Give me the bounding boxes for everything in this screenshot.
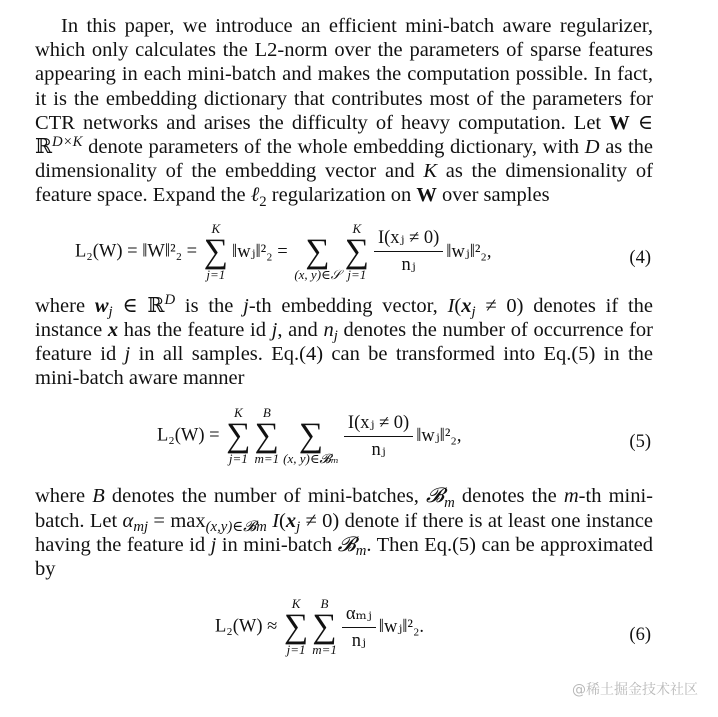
- eq5-tail: ‖wⱼ‖²₂,: [416, 426, 462, 447]
- paragraph-2: [35, 294, 653, 391]
- eq4-frac-den: nⱼ: [401, 255, 416, 276]
- sym-m: m: [563, 485, 579, 508]
- p2-text-h: in all samples. Eq.(4) can be transformed into Eq.(5) in the mini-batch aware manner: [35, 343, 654, 390]
- sym-in-R: ∈ ℝ: [35, 111, 654, 159]
- eq4-sum3-top: K: [352, 220, 362, 236]
- p2-text-a: where: [35, 294, 95, 317]
- p2-text-c: -th embedding vector,: [248, 294, 448, 317]
- sym-mj: mj: [133, 519, 149, 536]
- eq5-sum1-top: K: [234, 405, 243, 421]
- p3-text-g: . Then Eq.(5) can be approximated by: [35, 533, 653, 581]
- eq5-frac-num: I(xⱼ ≠ 0): [344, 412, 413, 437]
- paragraph-3: [35, 484, 653, 581]
- eq6-lhs: L₂(W) ≈: [215, 616, 282, 637]
- p3-text-c: denotes the: [454, 485, 564, 508]
- sym-j: j: [243, 294, 249, 317]
- eq4-sum1-bottom: j=1: [206, 266, 226, 282]
- p1-text-e: regularization on: [266, 184, 417, 207]
- equation-6: [35, 581, 653, 671]
- sym-open-2: (: [279, 509, 286, 532]
- eq5-sigma-1: ∑: [226, 417, 251, 455]
- sym-D-sup: D: [164, 292, 176, 309]
- eq5-sum1-bottom: j=1: [228, 451, 248, 467]
- p2-text-e: has the feature id: [118, 318, 272, 341]
- p2-text-g: denotes the number of occurrence for feature id: [35, 318, 654, 366]
- sym-D: D: [584, 136, 600, 159]
- eq4-sum2-bottom: (x, y)∈𝒮: [294, 266, 341, 282]
- p1-text-d: as the dimensionality of feature space. Expand the: [35, 160, 653, 207]
- sym-open: (: [454, 294, 462, 317]
- eq4-term1: ‖wⱼ‖²₂ =: [232, 241, 293, 262]
- sym-maxsub: (x,y)∈𝓑m: [205, 519, 267, 536]
- eq6-frac-num: αₘⱼ: [342, 603, 376, 628]
- sym-x: x: [461, 294, 472, 317]
- sym-DxK: D×K: [52, 133, 83, 150]
- eq6-sigma-1: ∑: [283, 608, 309, 646]
- eq4-number: (4): [629, 247, 651, 268]
- p1-text-f: over samples: [436, 184, 550, 207]
- eq5-sum2-bottom: m=1: [254, 451, 280, 467]
- sym-j-2: j: [271, 318, 278, 341]
- sym-j-sub: j: [108, 304, 113, 321]
- eq6-sum2-bottom: m=1: [312, 642, 337, 658]
- equation-4: [35, 208, 653, 294]
- sym-x-2: x: [107, 318, 119, 341]
- eq4-tail: ‖wⱼ‖²₂,: [446, 241, 492, 262]
- sym-ell: ℓ: [250, 184, 260, 207]
- eq5-sum3-bottom: (x, y)∈𝓑ₘ: [283, 451, 339, 467]
- sym-neq0-2: ≠ 0): [300, 509, 340, 532]
- eq5-sigma-3: ∑: [298, 417, 324, 455]
- eq4-sum3-bottom: j=1: [347, 266, 367, 282]
- eq6-tail: ‖wⱼ‖²₂.: [378, 617, 425, 638]
- eq5-number: (5): [629, 432, 651, 453]
- p3-text-e: denote if there is at least one instance having the feature id: [35, 509, 654, 556]
- sym-Bcal: 𝓑: [426, 485, 445, 508]
- p3-text-f: in mini-batch: [216, 533, 338, 556]
- eq4-sigma-1: ∑: [203, 232, 228, 270]
- eq4-sum1-top: K: [211, 220, 221, 236]
- sym-alpha: α: [122, 509, 134, 532]
- sym-j-3: j: [124, 343, 131, 366]
- sym-j-sub-4: j: [296, 519, 301, 536]
- eq6-frac-den: nⱼ: [351, 630, 366, 651]
- sym-m-sub-2: m: [355, 543, 367, 560]
- eq6-sum2-top: B: [320, 596, 329, 612]
- eq5-sum2-top: B: [262, 405, 271, 421]
- eq5-frac-den: nⱼ: [371, 439, 386, 460]
- sym-j-sub-2: j: [471, 304, 476, 321]
- sym-neq0: ≠ 0): [475, 294, 524, 317]
- p2-text-d: denotes if the instance: [35, 294, 654, 341]
- sym-j-sub-3: j: [333, 328, 338, 345]
- sym-I-2: I: [272, 509, 280, 532]
- sym-W: W: [609, 111, 630, 134]
- equation-5: [35, 390, 653, 484]
- sym-W-2: W: [416, 184, 437, 207]
- sym-n: n: [323, 318, 334, 341]
- eq6-sum1-bottom: j=1: [286, 642, 306, 658]
- p2-text-f: , and: [277, 318, 324, 341]
- sym-x-3: x: [285, 509, 297, 532]
- eq4-frac-num: I(xⱼ ≠ 0): [374, 227, 443, 252]
- p1-text-b: denote parameters of the whole embedding dictionary, with: [82, 136, 585, 159]
- p1-text-a: In this paper, we introduce an efficient mini-batch aware regularizer, which only calculates the L2-norm over the parameters of sparse features appearing in each mini-batch and makes the computation possible. In fact, it is the embedding dictionary that contributes most of the parameters for CTR networks and arises the difficulty of heavy computation. Let: [35, 15, 653, 134]
- p3-text-b: denotes the number of mini-batches,: [104, 485, 426, 508]
- eq6-number: (6): [629, 625, 651, 646]
- sym-B: B: [92, 485, 105, 508]
- sym-m-sub: m: [444, 494, 455, 511]
- sym-max: = max: [148, 509, 206, 532]
- paper-body: [35, 14, 653, 671]
- eq4-lhs: L₂(W) = ‖W‖²₂ =: [75, 241, 202, 262]
- sym-Bcal-2: 𝓑: [337, 533, 356, 556]
- sym-two: 2: [259, 193, 267, 210]
- sym-w: w: [94, 294, 109, 317]
- p3-text-a: where: [35, 485, 93, 508]
- p3-text-d: -th mini-batch. Let: [35, 485, 654, 532]
- paragraph-1: [35, 14, 653, 208]
- sym-j-4: j: [210, 533, 217, 556]
- sym-K: K: [423, 160, 437, 183]
- eq6-sigma-2: ∑: [312, 608, 337, 646]
- eq5-lhs: L₂(W) =: [157, 425, 225, 446]
- sym-in-R-2: ∈ ℝ: [122, 294, 165, 317]
- eq6-sum1-top: K: [291, 596, 301, 612]
- eq5-sigma-2: ∑: [254, 417, 279, 455]
- p1-text-c: as the dimensionality of the embedding vector and: [35, 136, 653, 183]
- p2-text-b: is the: [175, 294, 244, 317]
- sym-I: I: [447, 294, 455, 317]
- eq4-sigma-3: ∑: [344, 232, 369, 270]
- eq4-sigma-2: ∑: [305, 232, 330, 270]
- watermark: @稀土掘金技术社区: [572, 682, 698, 698]
